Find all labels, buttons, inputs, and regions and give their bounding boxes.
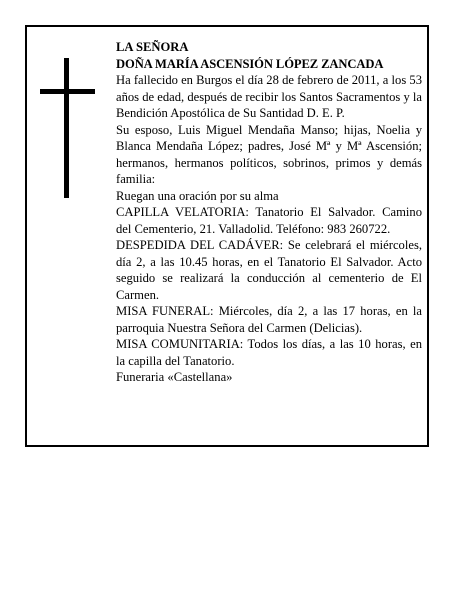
cross-vertical-bar [64, 58, 69, 198]
wake-chapel-info: CAPILLA VELATORIA: Tanatorio El Salvador. Camino del Cementerio, 21. Valladolid. Teléfono: 983 260722. [116, 205, 422, 236]
obituary-notice [25, 25, 429, 447]
farewell-info: DESPEDIDA DEL CADÁVER: Se celebrará el miércoles, día 2, a las 10.45 horas, en el Tanatorio El Salvador. Acto seguido se realizará la conducción al cementerio de El Carmen. [116, 238, 422, 302]
latin-cross-icon [40, 58, 95, 198]
honorific: LA SEÑORA [116, 40, 189, 54]
cross-horizontal-bar [40, 89, 95, 94]
notice-text [116, 39, 422, 386]
death-announcement: Ha fallecido en Burgos el día 28 de febrero de 2011, a los 53 años de edad, después de recibir los Santos Sacramentos y la Bendición Apostólica de Su Santidad D. E. P. [116, 73, 423, 120]
family-list: Su esposo, Luis Miguel Mendaña Manso; hijas, Noelia y Blanca Mendaña López; padres, José Mª y Mª Ascensión; hermanos, hermanos políticos, sobrinos, primos y demás familia: [116, 122, 422, 186]
funeral-home: Funeraria «Castellana» [116, 370, 233, 384]
deceased-name: DOÑA MARÍA ASCENSIÓN LÓPEZ ZANCADA [116, 56, 384, 71]
funeral-mass-info: MISA FUNERAL: Miércoles, día 2, a las 17 horas, en la parroquia Nuestra Señora del Carmen (Delicias). [116, 304, 422, 335]
community-mass-info: MISA COMUNITARIA: Todos los días, a las 10 horas, en la capilla del Tanatorio. [116, 337, 422, 368]
prayer-request: Ruegan una oración por su alma [116, 188, 279, 203]
